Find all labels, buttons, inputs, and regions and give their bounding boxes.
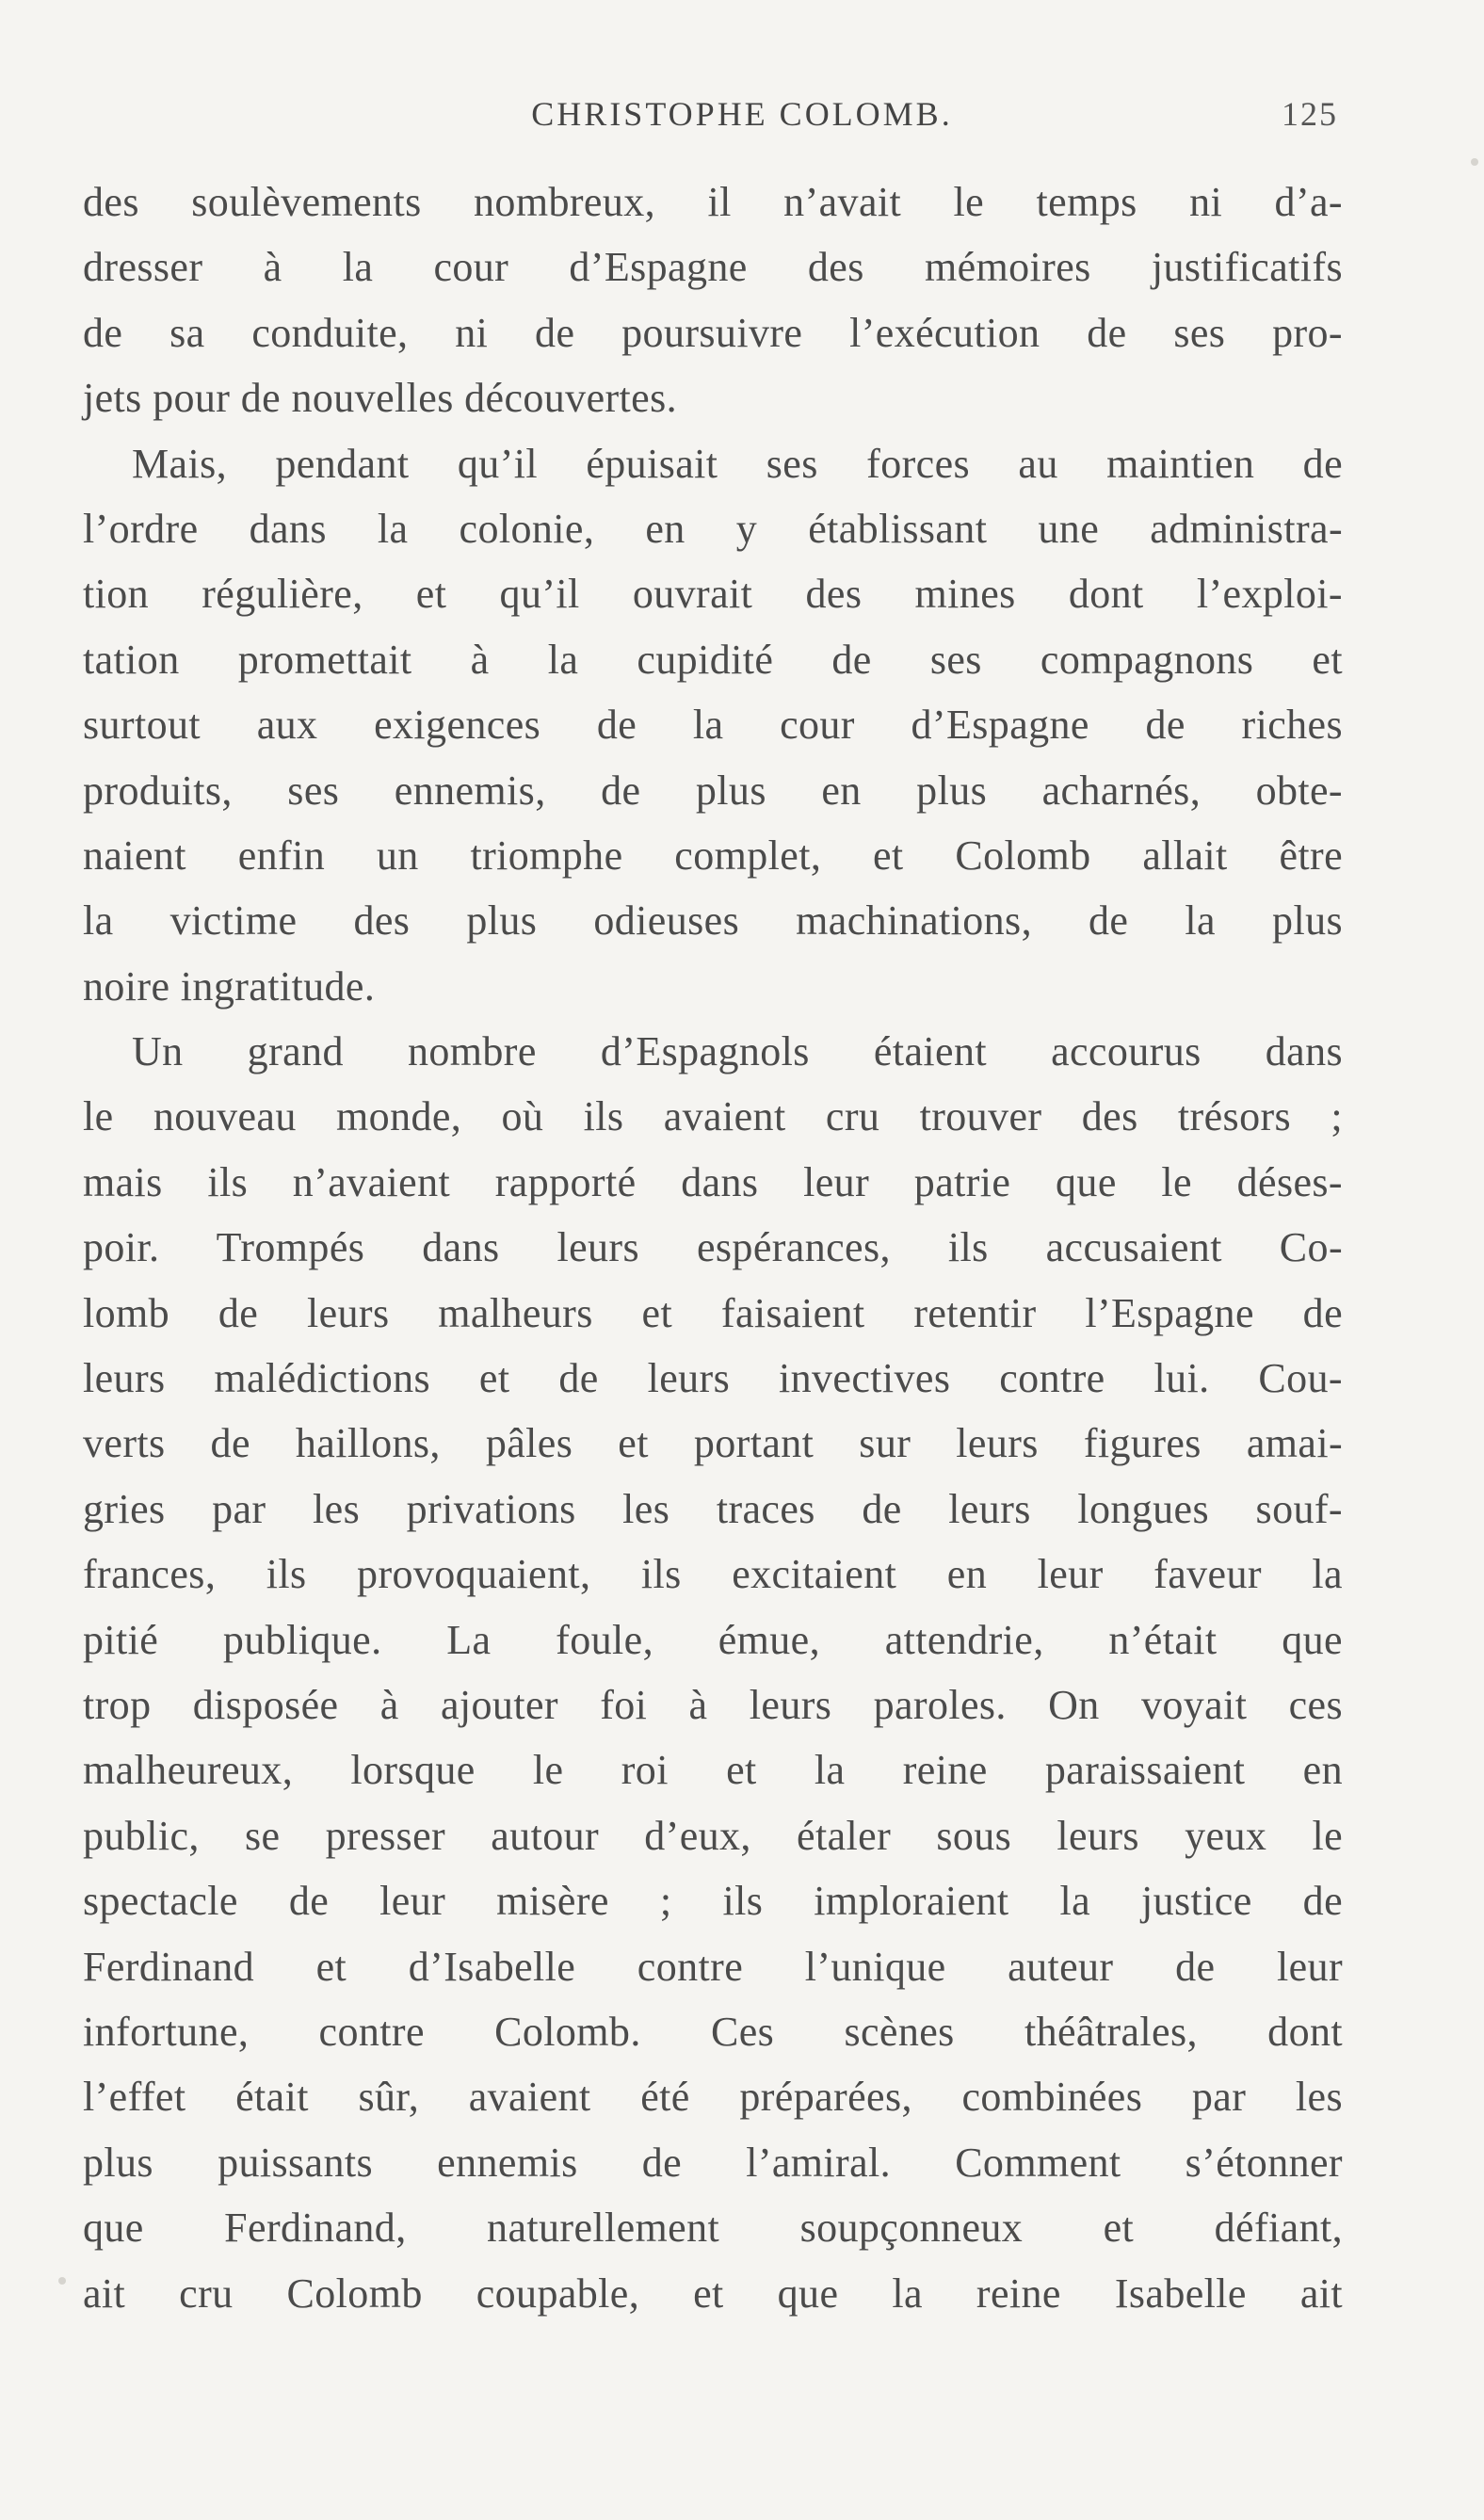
text-line: Mais, pendant qu’il épuisait ses forces au maintien de [132, 440, 1343, 487]
text-line: frances, ils provoquaient, ils excitaient en leur faveur la [83, 1551, 1343, 1598]
text-line: naient enfin un triomphe complet, et Colomb allait être [83, 832, 1343, 879]
text-line: spectacle de leur misère ; ils imploraient la justice de [83, 1878, 1343, 1925]
page-number: 125 [1282, 95, 1338, 133]
text-line: verts de haillons, pâles et portant sur leurs figures amai- [83, 1420, 1343, 1467]
text-line: que Ferdinand, naturellement soupçonneux et défiant, [83, 2205, 1343, 2252]
text-line: des soulèvements nombreux, il n’avait le temps ni d’a- [83, 179, 1343, 225]
text-line: infortune, contre Colomb. Ces scènes théâtrales, dont [83, 2008, 1343, 2055]
body-text [83, 170, 1343, 2326]
text-line: produits, ses ennemis, de plus en plus acharnés, obte- [83, 767, 1343, 814]
text-line: leurs malédictions et de leurs invectives contre lui. Cou- [83, 1355, 1343, 1402]
text-line: l’effet était sûr, avaient été préparées, combinées par les [83, 2074, 1343, 2121]
text-line: lomb de leurs malheurs et faisaient retentir l’Espagne de [83, 1289, 1343, 1336]
text-line: gries par les privations les traces de leurs longues souf- [83, 1485, 1343, 1532]
text-line: mais ils n’avaient rapporté dans leur patrie que le déses- [83, 1158, 1343, 1205]
text-line: tion régulière, et qu’il ouvrait des mines dont l’exploi- [83, 571, 1343, 618]
text-line: jets pour de nouvelles découvertes. [83, 375, 678, 422]
text-line: plus puissants ennemis de l’amiral. Comment s’étonner [83, 2139, 1343, 2186]
text-line: la victime des plus odieuses machinations, de la plus [83, 897, 1343, 945]
text-line: ait cru Colomb coupable, et que la reine Isabelle ait [83, 2270, 1343, 2317]
text-line: surtout aux exigences de la cour d’Espagne de riches [83, 702, 1343, 749]
text-line: dresser à la cour d’Espagne des mémoires justificatifs [83, 244, 1343, 291]
text-line: noire ingratitude. [83, 962, 376, 1010]
running-head-title: CHRISTOPHE COLOMB. [531, 95, 953, 133]
text-line: trop disposée à ajouter foi à leurs paroles. On voyait ces [83, 1681, 1343, 1728]
text-line: Un grand nombre d’Espagnols étaient accourus dans [132, 1028, 1343, 1075]
text-line: le nouveau monde, où ils avaient cru trouver des trésors ; [83, 1093, 1343, 1140]
text-line: tation promettait à la cupidité de ses compagnons et [83, 636, 1343, 683]
text-line: pitié publique. La foule, émue, attendrie, n’était que [83, 1616, 1343, 1663]
text-line: Ferdinand et d’Isabelle contre l’unique auteur de leur [83, 1943, 1343, 1990]
running-head [0, 90, 1484, 147]
text-line: de sa conduite, ni de poursuivre l’exécution de ses pro- [83, 309, 1343, 356]
text-line: l’ordre dans la colonie, en y établissant une administra- [83, 505, 1343, 552]
paper-speck [58, 2277, 66, 2285]
paper-speck [1471, 158, 1478, 166]
text-line: poir. Trompés dans leurs espérances, ils accusaient Co- [83, 1224, 1343, 1271]
text-line: public, se presser autour d’eux, étaler sous leurs yeux le [83, 1812, 1343, 1859]
text-line: malheureux, lorsque le roi et la reine paraissaient en [83, 1747, 1343, 1794]
